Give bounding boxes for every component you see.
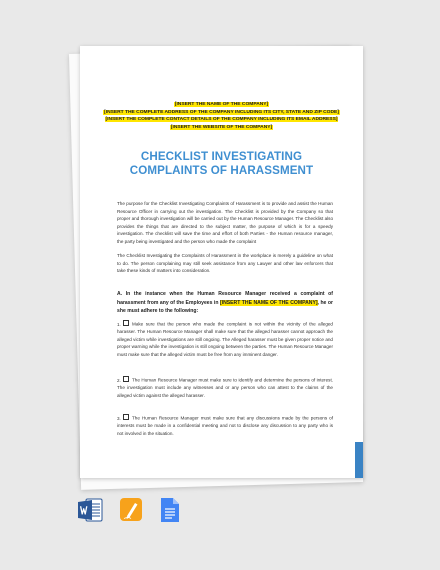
item-number: 2. [117, 377, 121, 383]
checkbox-icon [123, 320, 129, 326]
item-text: The Human Resource Manager must make sure that any discussions made by the persons of interests must be made in a confidential meeting and not to disclose any discussion to any party who is not involved in the situation. [117, 415, 333, 436]
item-text: Make sure that the person who made the complaint is not within the vicinity of the alleged harasser. The Human Resource Manager shall make sure that the alleged harasser cannot approach the alleged victim while investigations are still ongoing. The Alleged harasser must be given proper notice and proper warning while the investigation is still ongoing between the parties. The Human Resource Manager must make sure that the alleged victim must be free from any imminent danger. [117, 321, 333, 357]
header-company-website: [INSERT THE WEBSITE OF THE COMPANY] [170, 124, 273, 130]
item-text: The Human Resource Manager must make sure to identify and determine the persons of interest. The investigation must include any witnesses and or any person who can attest to the claims of the alleged victim against the alleged harasser. [117, 377, 333, 398]
section-a-heading: A. In the instance when the Human Resource Manager received a complaint of harassment from any of the Employees in [INSERT THE NAME OF THE COMPANY], he or she must adhere to the following: [117, 291, 333, 315]
company-header [80, 101, 363, 131]
pages-icon[interactable] [119, 497, 143, 528]
guideline-paragraph: The Checklist Investigating the Complaints of Harassment in the workplace is merely a guideline on what to do. The person complaining may still seek assistance from any Lawyer and other law enforcers that take these kinds of matters into consideration. [117, 253, 333, 273]
company-name-placeholder: [INSERT THE NAME OF THE COMPANY] [219, 299, 318, 306]
header-company-name: [INSERT THE NAME OF THE COMPANY] [174, 102, 269, 107]
title-line-1: CHECKLIST INVESTIGATING [140, 150, 303, 163]
google-docs-icon[interactable] [160, 497, 180, 528]
checklist-item-3 [117, 414, 333, 437]
checklist-item-2 [117, 376, 333, 399]
checkbox-icon [123, 414, 129, 420]
document-page [80, 46, 363, 478]
checklist-item-1 [117, 320, 333, 358]
title-line-2: COMPLAINTS OF HARASSMENT [129, 164, 314, 177]
document-title [80, 150, 363, 178]
checkbox-icon [123, 376, 129, 382]
purpose-paragraph: The purpose for the Checklist Investigating Complaints of Harassment is to provide and assist the Human Resource Officer in carrying out the investigation. The Checklist is provided by the Company so that proper and thorough investigation will be carried out by the Human Resource Manager. The Checklist also provides the things that are directed to the subject matter, the purpose of which is for a speedy investigation. The checklist will save the time and effort of both Parties - the Human resource manager, the party being investigated and the person who made the complaint [117, 201, 333, 244]
header-company-address: [INSERT THE COMPLETE ADDRESS OF THE COMPANY INCLUDING ITS CITY, STATE AND ZIP CODE] [104, 109, 339, 115]
word-icon[interactable] [77, 497, 103, 528]
item-number: 1. [117, 321, 121, 327]
header-company-contact: [INSERT THE COMPLETE CONTACT DETAILS OF THE COMPANY INCLUDING ITS EMAIL ADDRESS] [105, 117, 338, 123]
page-accent-tab [355, 442, 363, 478]
item-number: 3. [117, 415, 121, 421]
